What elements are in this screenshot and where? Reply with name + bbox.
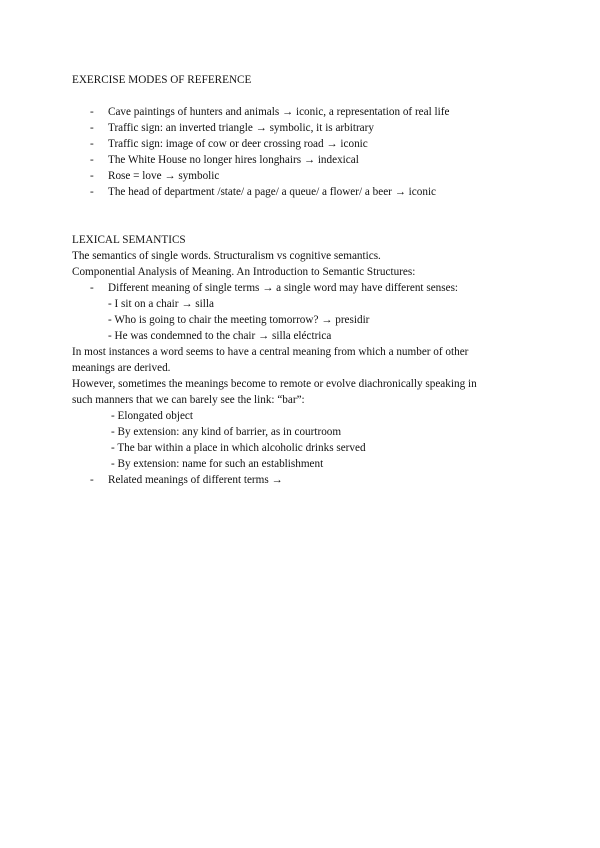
bullet-dash: - [90, 282, 94, 294]
sense-line: - By extension: any kind of barrier, as in courtroom [111, 426, 342, 438]
bullet-dash: - [90, 138, 94, 150]
sense-line: - By extension: name for such an establishment [111, 458, 324, 470]
section-heading-modes-of-reference: EXERCISE MODES OF REFERENCE [72, 74, 252, 86]
section-heading-lexical-semantics: LEXICAL SEMANTICS [72, 234, 186, 246]
sense-line: - Elongated object [111, 410, 194, 422]
example-line: - I sit on a chair → silla [108, 298, 214, 310]
paragraph-line: meanings are derived. [72, 362, 171, 374]
list-item-text: Related meanings of different terms → [108, 474, 283, 486]
list-item-text: Traffic sign: image of cow or deer crossing road → iconic [108, 138, 368, 150]
list-item-text: The White House no longer hires longhairs → indexical [108, 154, 359, 166]
intro-line: Componential Analysis of Meaning. An Introduction to Semantic Structures: [72, 266, 416, 278]
bullet-dash: - [90, 154, 94, 166]
bullet-dash: - [90, 186, 94, 198]
list-item-text: Cave paintings of hunters and animals → iconic, a representation of real life [108, 106, 450, 118]
bullet-dash: - [90, 474, 94, 486]
list-item-text: Traffic sign: an inverted triangle → symbolic, it is arbitrary [108, 122, 374, 134]
bullet-dash: - [90, 106, 94, 118]
sense-line: - The bar within a place in which alcoholic drinks served [111, 442, 366, 454]
intro-line: The semantics of single words. Structuralism vs cognitive semantics. [72, 250, 381, 262]
bullet-dash: - [90, 170, 94, 182]
list-item-text: Different meaning of single terms → a single word may have different senses: [108, 282, 459, 294]
bullet-dash: - [90, 122, 94, 134]
paragraph-line: However, sometimes the meanings become to remote or evolve diachronically speaking in [72, 378, 477, 390]
list-item-text: Rose = love → symbolic [108, 170, 220, 182]
paragraph-line: such manners that we can barely see the link: “bar”: [72, 394, 305, 406]
paragraph-line: In most instances a word seems to have a central meaning from which a number of other [72, 346, 469, 358]
example-line: - He was condemned to the chair → silla eléctrica [108, 330, 332, 342]
list-item-text: The head of department /state/ a page/ a queue/ a flower/ a beer → iconic [108, 186, 437, 198]
example-line: - Who is going to chair the meeting tomorrow? → presidir [108, 314, 370, 326]
